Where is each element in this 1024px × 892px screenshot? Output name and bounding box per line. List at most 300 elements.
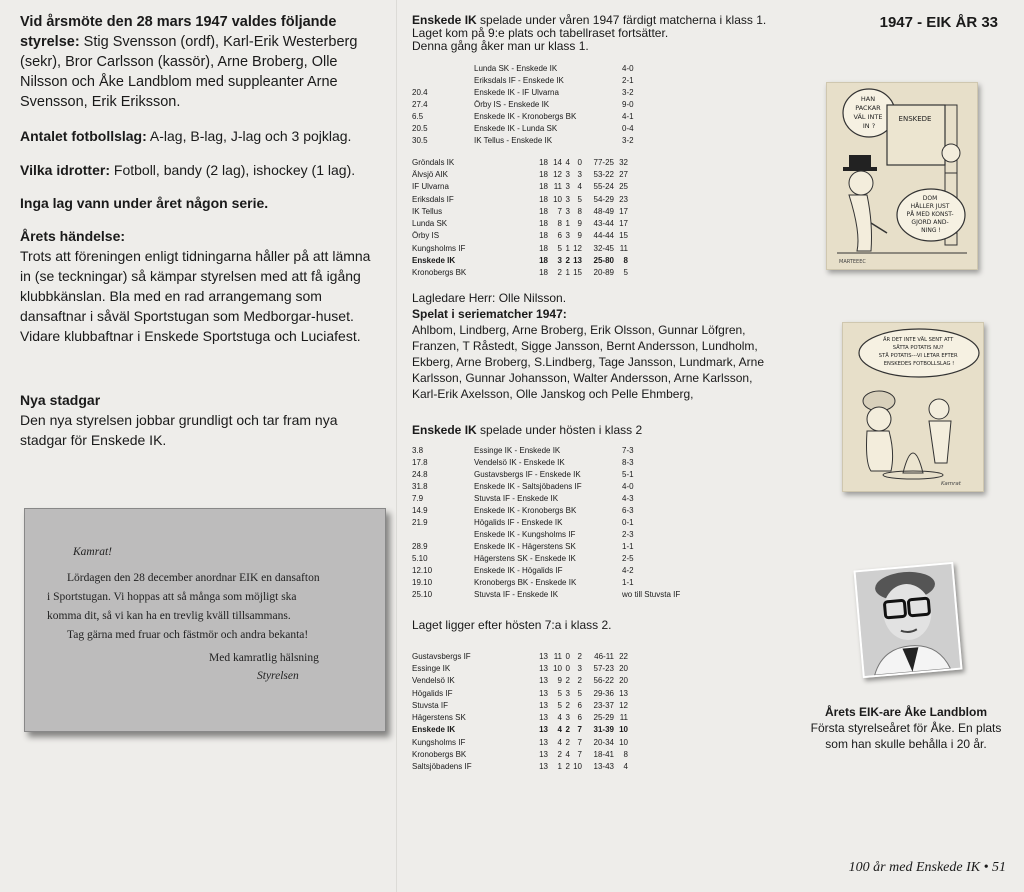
spring-line-2: Laget kom på 9:e plats och tabellraset fortsätter. xyxy=(412,26,669,40)
wins: 7 xyxy=(557,206,562,216)
played: 18 xyxy=(539,243,548,253)
losses: 13 xyxy=(573,256,582,266)
team-name: Högalids IF xyxy=(412,688,453,698)
points: 32 xyxy=(619,157,628,167)
wins: 5 xyxy=(557,243,562,253)
team-name: IK Tellus xyxy=(412,206,443,216)
losses: 0 xyxy=(577,157,582,167)
draws: 4 xyxy=(565,750,570,760)
match-date xyxy=(412,528,474,540)
match-date: 20.4 xyxy=(412,87,428,97)
match-date: 3.8 xyxy=(412,445,424,455)
draws: 2 xyxy=(565,676,570,686)
sports-lead: Vilka idrotter: xyxy=(20,162,110,178)
draws: 2 xyxy=(565,725,570,735)
standings-row xyxy=(412,156,628,168)
result-row xyxy=(412,480,702,492)
match-teams: Hägerstens SK - Enskede IK xyxy=(474,553,576,563)
spring-results xyxy=(412,62,702,146)
standings-row xyxy=(412,168,628,180)
losses: 3 xyxy=(577,169,582,179)
played: 18 xyxy=(539,169,548,179)
goal-diff: 57-23 xyxy=(593,663,614,673)
letter-line: Lördagen den 28 december anordnar EIK en dansafton xyxy=(67,572,320,584)
events-section xyxy=(20,226,380,346)
played: 13 xyxy=(539,725,548,735)
leader-line: Lagledare Herr: Olle Nilsson. xyxy=(412,291,567,305)
draws: 2 xyxy=(565,256,570,266)
wins: 14 xyxy=(553,157,562,167)
result-row xyxy=(412,564,702,576)
no-series-text: Inga lag vann under året någon serie. xyxy=(20,195,269,211)
letter-line: i Sportstugan. Vi hoppas att så många som möjligt ska xyxy=(47,591,297,603)
draws: 2 xyxy=(565,737,570,747)
cartoon-drawing xyxy=(843,323,983,491)
goal-diff: 29-36 xyxy=(593,688,614,698)
standings-row xyxy=(412,662,628,674)
letter-line: Tag gärna med fruar och fästmör och andra bekanta! xyxy=(67,629,309,641)
points: 15 xyxy=(619,231,628,241)
match-teams: Stuvsta IF - Enskede IK xyxy=(474,493,559,503)
match-date: 25.10 xyxy=(412,589,433,599)
match-date: 21.9 xyxy=(412,517,428,527)
draws: 1 xyxy=(565,268,570,278)
wins: 10 xyxy=(553,663,562,673)
bubble1-line: PACKAR xyxy=(855,104,881,112)
match-score: 0-1 xyxy=(622,517,634,527)
match-score: 0-4 xyxy=(622,123,634,133)
played-heading: Spelat i seriematcher 1947: xyxy=(412,307,567,321)
team-name: Örby IS xyxy=(412,231,440,241)
team-name: Hägerstens SK xyxy=(412,713,466,723)
played: 13 xyxy=(539,700,548,710)
bubble2-line: PÅ MED KONST- xyxy=(906,211,954,218)
match-date: 7.9 xyxy=(412,493,424,503)
result-row xyxy=(412,110,702,122)
draws: 0 xyxy=(565,651,570,661)
standings-row xyxy=(412,242,628,254)
points: 4 xyxy=(623,762,628,772)
match-teams: Vendelsö IK - Enskede IK xyxy=(474,457,565,467)
match-date: 14.9 xyxy=(412,505,428,515)
match-teams: Enskede IK - IF Ulvarna xyxy=(474,87,559,97)
match-teams: Lunda SK - Enskede IK xyxy=(474,63,558,73)
goal-diff: 56-22 xyxy=(593,676,614,686)
cartoon1-artist: MARTEEEC xyxy=(839,259,866,265)
wins: 2 xyxy=(557,268,562,278)
match-teams: Kronobergs BK - Enskede IK xyxy=(474,577,577,587)
match-score: 4-0 xyxy=(622,481,634,491)
draws: 0 xyxy=(565,663,570,673)
result-row xyxy=(412,456,702,468)
wins: 11 xyxy=(553,651,562,661)
goal-diff: 44-44 xyxy=(593,231,614,241)
team-name: Kronobergs BK xyxy=(412,268,467,278)
wins: 1 xyxy=(557,762,562,772)
caption-line: som han skulle behålla i 20 år. xyxy=(825,737,987,751)
match-score: 9-0 xyxy=(622,99,634,109)
standings-row xyxy=(412,724,628,736)
played: 18 xyxy=(539,219,548,229)
result-row xyxy=(412,588,702,600)
draws: 2 xyxy=(565,762,570,772)
match-teams: Enskede IK - Hägerstens SK xyxy=(474,541,576,551)
cartoon-potatoes xyxy=(842,322,984,492)
match-score: 8-3 xyxy=(622,457,634,467)
points: 20 xyxy=(619,663,628,673)
team-name: Kronobergs BK xyxy=(412,750,467,760)
goal-diff: 48-49 xyxy=(593,206,614,216)
match-teams: Högalids IF - Enskede IK xyxy=(474,517,563,527)
goal-diff: 53-22 xyxy=(593,169,614,179)
played: 13 xyxy=(539,737,548,747)
draws: 3 xyxy=(565,169,570,179)
draws: 4 xyxy=(565,157,570,167)
goal-diff: 31-39 xyxy=(593,725,614,735)
result-row xyxy=(412,540,702,552)
standings-row xyxy=(412,699,628,711)
played: 13 xyxy=(539,688,548,698)
bubble-line: ENSKEDES FOTBOLLSLAG ! xyxy=(883,361,955,367)
standings-row xyxy=(412,181,628,193)
goal-diff: 43-44 xyxy=(593,219,614,229)
match-date: 20.5 xyxy=(412,123,428,133)
match-score: wo till Stuvsta IF xyxy=(622,589,681,599)
played: 18 xyxy=(539,194,548,204)
wins: 11 xyxy=(553,182,562,192)
teams-line xyxy=(20,126,380,146)
team-name: IF Ulvarna xyxy=(412,182,449,192)
played: 18 xyxy=(539,256,548,266)
draws: 1 xyxy=(565,219,570,229)
wins: 4 xyxy=(557,725,562,735)
events-heading: Årets händelse: xyxy=(20,228,126,244)
team-name: Gröndals IK xyxy=(412,157,455,167)
losses: 10 xyxy=(573,762,582,772)
played: 18 xyxy=(539,157,548,167)
bubble-line: STÅ POTATIS---VI LETAR EFTER xyxy=(878,353,958,359)
autumn-results xyxy=(412,444,702,600)
match-score: 2-3 xyxy=(622,529,634,539)
points: 13 xyxy=(619,688,628,698)
board-lead: Vid årsmöte den 28 mars 1947 valdes följande styrelse: xyxy=(20,14,337,50)
played: 13 xyxy=(539,762,548,772)
door-sign: ENSKEDE xyxy=(898,115,932,123)
letter-body xyxy=(47,569,377,645)
goal-diff: 13-43 xyxy=(593,762,614,772)
losses: 6 xyxy=(577,700,582,710)
losses: 9 xyxy=(577,219,582,229)
draws: 3 xyxy=(565,182,570,192)
losses: 5 xyxy=(577,194,582,204)
losses: 12 xyxy=(573,243,582,253)
standings-row xyxy=(412,675,628,687)
autumn-intro xyxy=(412,424,782,437)
draws: 2 xyxy=(565,700,570,710)
spring-team: Enskede IK xyxy=(412,13,477,27)
standings-row xyxy=(412,736,628,748)
losses: 15 xyxy=(573,268,582,278)
wins: 6 xyxy=(557,231,562,241)
result-row xyxy=(412,86,702,98)
portrait-image xyxy=(856,564,961,676)
goal-diff: 46-11 xyxy=(594,651,614,661)
wins: 3 xyxy=(557,256,562,266)
board-section xyxy=(20,12,380,112)
sports-text: Fotboll, bandy (2 lag), ishockey (1 lag). xyxy=(110,162,356,178)
match-score: 4-3 xyxy=(622,493,634,503)
team-name: Eriksdals IF xyxy=(412,194,454,204)
bubble1-line: VÄL INTE xyxy=(853,113,883,121)
letter-closing: Med kamratlig hälsning xyxy=(209,652,319,664)
points: 10 xyxy=(619,725,628,735)
caption-title: Årets EIK-are Åke Landblom xyxy=(824,705,988,719)
autumn-place: Laget ligger efter hösten 7:a i klass 2. xyxy=(412,618,612,632)
match-score: 1-1 xyxy=(622,541,634,551)
bubble1-line: IN ? xyxy=(862,122,876,130)
wins: 5 xyxy=(557,688,562,698)
match-score: 4-2 xyxy=(622,565,634,575)
losses: 7 xyxy=(577,725,582,735)
bubble-line: ÄR DET INTE VÄL SENT ATT xyxy=(882,337,954,343)
played: 18 xyxy=(539,206,548,216)
statutes-heading: Nya stadgar xyxy=(20,392,101,408)
match-date: 19.10 xyxy=(412,577,433,587)
match-score: 7-3 xyxy=(622,445,634,455)
losses: 3 xyxy=(577,663,582,673)
team-name: Essinge IK xyxy=(412,663,451,673)
letter-line: komma dit, så vi kan ha en trevlig kväll tillsammans. xyxy=(47,610,291,622)
losses: 4 xyxy=(577,182,582,192)
losses: 2 xyxy=(577,651,582,661)
portrait-photo xyxy=(853,562,962,678)
team-name: Enskede IK xyxy=(412,725,456,735)
match-date: 12.10 xyxy=(412,565,433,575)
page-header: 1947 - EIK ÅR 33 xyxy=(879,14,998,31)
match-date: 27.4 xyxy=(412,99,428,109)
points: 23 xyxy=(619,194,628,204)
events-text: Trots att föreningen enligt tidningarna håller på att lämna in (se teckningar) så kämpar styrelsen med att få igång klubbkänslan. Bla med en rad arrangemang som dansaftnar i såväl Sportstugan som Medborgar-huset. Vidare klubbaftnar i Enskede Sportstuga och Luciafest. xyxy=(20,248,371,344)
wins: 9 xyxy=(557,676,562,686)
bubble2-line: GJORD AND- xyxy=(911,219,949,226)
result-row xyxy=(412,468,702,480)
match-score: 4-1 xyxy=(622,111,634,121)
points: 17 xyxy=(619,206,628,216)
match-score: 6-3 xyxy=(622,505,634,515)
match-date: 31.8 xyxy=(412,481,428,491)
match-teams: Enskede IK - Kronobergs BK xyxy=(474,111,577,121)
sports-line xyxy=(20,160,380,180)
players-list: Ahlbom, Lindberg, Arne Broberg, Erik Olsson, Gunnar Löfgren, Franzen, T Råstedt, Sigge Jansson, Bernt Andersson, Lundholm, Ekberg, Arne Broberg, S.Lindberg, Tage Jansson, Lundmark, Arne Karlsson, Gunnar Johansson, Walter Andersson, Arne Karlsson, Karl-Erik Axelsson, Olle Janskog och Pelle Ehmberg, xyxy=(412,323,764,401)
wins: 10 xyxy=(553,194,562,204)
played: 13 xyxy=(539,663,548,673)
bubble2-line: HÅLLER JUST xyxy=(910,203,950,210)
played: 13 xyxy=(539,750,548,760)
goal-diff: 20-89 xyxy=(593,268,614,278)
result-row xyxy=(412,62,702,74)
team-name: Stuvsta IF xyxy=(412,700,449,710)
wins: 8 xyxy=(557,219,562,229)
standings-row xyxy=(412,230,628,242)
standings-row xyxy=(412,711,628,723)
teams-text: A-lag, B-lag, J-lag och 3 pojklag. xyxy=(146,128,352,144)
autumn-standings xyxy=(412,650,628,773)
points: 25 xyxy=(619,182,628,192)
team-name: Kungsholms IF xyxy=(412,737,466,747)
losses: 6 xyxy=(577,713,582,723)
points: 22 xyxy=(619,651,628,661)
match-teams: Enskede IK - Högalids IF xyxy=(474,565,563,575)
goal-diff: 18-41 xyxy=(593,750,614,760)
points: 11 xyxy=(619,243,628,253)
spring-standings xyxy=(412,156,628,279)
team-name: Älvsjö AIK xyxy=(412,169,449,179)
result-row xyxy=(412,134,702,146)
match-teams: Gustavsbergs IF - Enskede IK xyxy=(474,469,581,479)
standings-row xyxy=(412,205,628,217)
photo-caption xyxy=(800,704,1012,752)
match-teams: Enskede IK - Kronobergs BK xyxy=(474,505,577,515)
goal-diff: 23-37 xyxy=(593,700,614,710)
match-teams: Enskede IK - Kungsholms IF xyxy=(474,529,576,539)
match-date: 17.8 xyxy=(412,457,428,467)
match-date xyxy=(412,74,474,86)
result-row xyxy=(412,122,702,134)
match-score: 4-0 xyxy=(622,63,634,73)
result-row xyxy=(412,444,702,456)
standings-row xyxy=(412,650,628,662)
autumn-intro-text: spelade under hösten i klass 2 xyxy=(476,423,643,437)
goal-diff: 55-24 xyxy=(593,182,614,192)
match-teams: Eriksdals IF - Enskede IK xyxy=(474,75,564,85)
match-score: 3-2 xyxy=(622,87,634,97)
points: 10 xyxy=(619,737,628,747)
match-date: 5.10 xyxy=(412,553,428,563)
team-name: Enskede IK xyxy=(412,256,456,266)
goal-diff: 77-25 xyxy=(593,157,614,167)
match-score: 5-1 xyxy=(622,469,634,479)
match-date xyxy=(412,62,474,74)
standings-row xyxy=(412,217,628,229)
match-teams: Enskede IK - Lunda SK xyxy=(474,123,558,133)
losses: 2 xyxy=(577,676,582,686)
match-score: 3-2 xyxy=(622,135,634,145)
bubble2-line: DOM xyxy=(922,195,938,202)
cartoon2-artist: Kamrat xyxy=(941,481,961,487)
goal-diff: 25-29 xyxy=(593,713,614,723)
match-score: 2-5 xyxy=(622,553,634,563)
match-teams: IK Tellus - Enskede IK xyxy=(474,135,553,145)
leader-section xyxy=(412,290,782,402)
match-date: 6.5 xyxy=(412,111,424,121)
draws: 3 xyxy=(565,713,570,723)
standings-row xyxy=(412,254,628,266)
points: 8 xyxy=(623,750,628,760)
losses: 7 xyxy=(577,750,582,760)
letter-greeting: Kamrat! xyxy=(73,546,112,558)
team-name: Kungsholms IF xyxy=(412,243,466,253)
points: 27 xyxy=(619,169,628,179)
bubble-line: SÄTTA POTATIS NU? xyxy=(892,345,944,351)
spring-intro xyxy=(412,14,782,53)
draws: 3 xyxy=(565,688,570,698)
wins: 4 xyxy=(557,737,562,747)
losses: 7 xyxy=(577,737,582,747)
result-row xyxy=(412,492,702,504)
played: 18 xyxy=(539,268,548,278)
spring-line-3: Denna gång åker man ur klass 1. xyxy=(412,39,589,53)
result-row xyxy=(412,516,702,528)
standings-row xyxy=(412,761,628,773)
team-name: Lunda SK xyxy=(412,219,448,229)
standings-row xyxy=(412,193,628,205)
teams-lead: Antalet fotbollslag: xyxy=(20,128,147,144)
wins: 12 xyxy=(553,169,562,179)
board-text: Stig Svensson (ordf), Karl-Erik Westerberg (sekr), Bror Carlsson (kassör), Arne Broberg, Olle Nilsson och Åke Landblom med suppleanter Arne Svensson, Erik Eriksson. xyxy=(20,34,358,110)
wins: 5 xyxy=(557,700,562,710)
match-teams: Örby IS - Enskede IK xyxy=(474,99,550,109)
statutes-text: Den nya styrelsen jobbar grundligt och tar fram nya stadgar för Enskede IK. xyxy=(20,412,338,448)
losses: 5 xyxy=(577,688,582,698)
result-row xyxy=(412,576,702,588)
page-footer: 100 år med Enskede IK • 51 xyxy=(848,860,1006,875)
draws: 3 xyxy=(565,206,570,216)
standings-row xyxy=(412,748,628,760)
result-row xyxy=(412,98,702,110)
played: 18 xyxy=(539,182,548,192)
result-row xyxy=(412,74,702,86)
letter-signature: Styrelsen xyxy=(257,670,299,682)
cartoon-enskede-door xyxy=(826,82,978,270)
match-teams: Enskede IK - Saltsjöbadens IF xyxy=(474,481,582,491)
result-row xyxy=(412,504,702,516)
goal-diff: 54-29 xyxy=(593,194,614,204)
result-row xyxy=(412,528,702,540)
draws: 3 xyxy=(565,231,570,241)
played: 18 xyxy=(539,231,548,241)
match-date: 24.8 xyxy=(412,469,428,479)
draws: 1 xyxy=(565,243,570,253)
bubble2-line: NING ! xyxy=(921,227,941,234)
autumn-team: Enskede IK xyxy=(412,423,477,437)
match-teams: Stuvsta IF - Enskede IK xyxy=(474,589,559,599)
invitation-letter xyxy=(24,508,386,732)
bubble1-line: HAN xyxy=(860,95,876,103)
points: 20 xyxy=(619,676,628,686)
caption-line: Första styrelseåret för Åke. En plats xyxy=(810,721,1002,735)
team-name: Gustavsbergs IF xyxy=(412,651,471,661)
standings-row xyxy=(412,267,628,279)
draws: 3 xyxy=(565,194,570,204)
result-row xyxy=(412,552,702,564)
standings-row xyxy=(412,687,628,699)
match-teams: Essinge IK - Enskede IK xyxy=(474,445,561,455)
points: 12 xyxy=(619,700,628,710)
losses: 9 xyxy=(577,231,582,241)
match-date: 28.9 xyxy=(412,541,428,551)
losses: 8 xyxy=(577,206,582,216)
goal-diff: 25-80 xyxy=(593,256,614,266)
team-name: Vendelsö IK xyxy=(412,676,455,686)
points: 5 xyxy=(623,268,628,278)
no-series-line xyxy=(20,193,380,213)
wins: 4 xyxy=(557,713,562,723)
points: 11 xyxy=(619,713,628,723)
played: 13 xyxy=(539,651,548,661)
points: 8 xyxy=(623,256,628,266)
match-score: 1-1 xyxy=(622,577,634,587)
points: 17 xyxy=(619,219,628,229)
